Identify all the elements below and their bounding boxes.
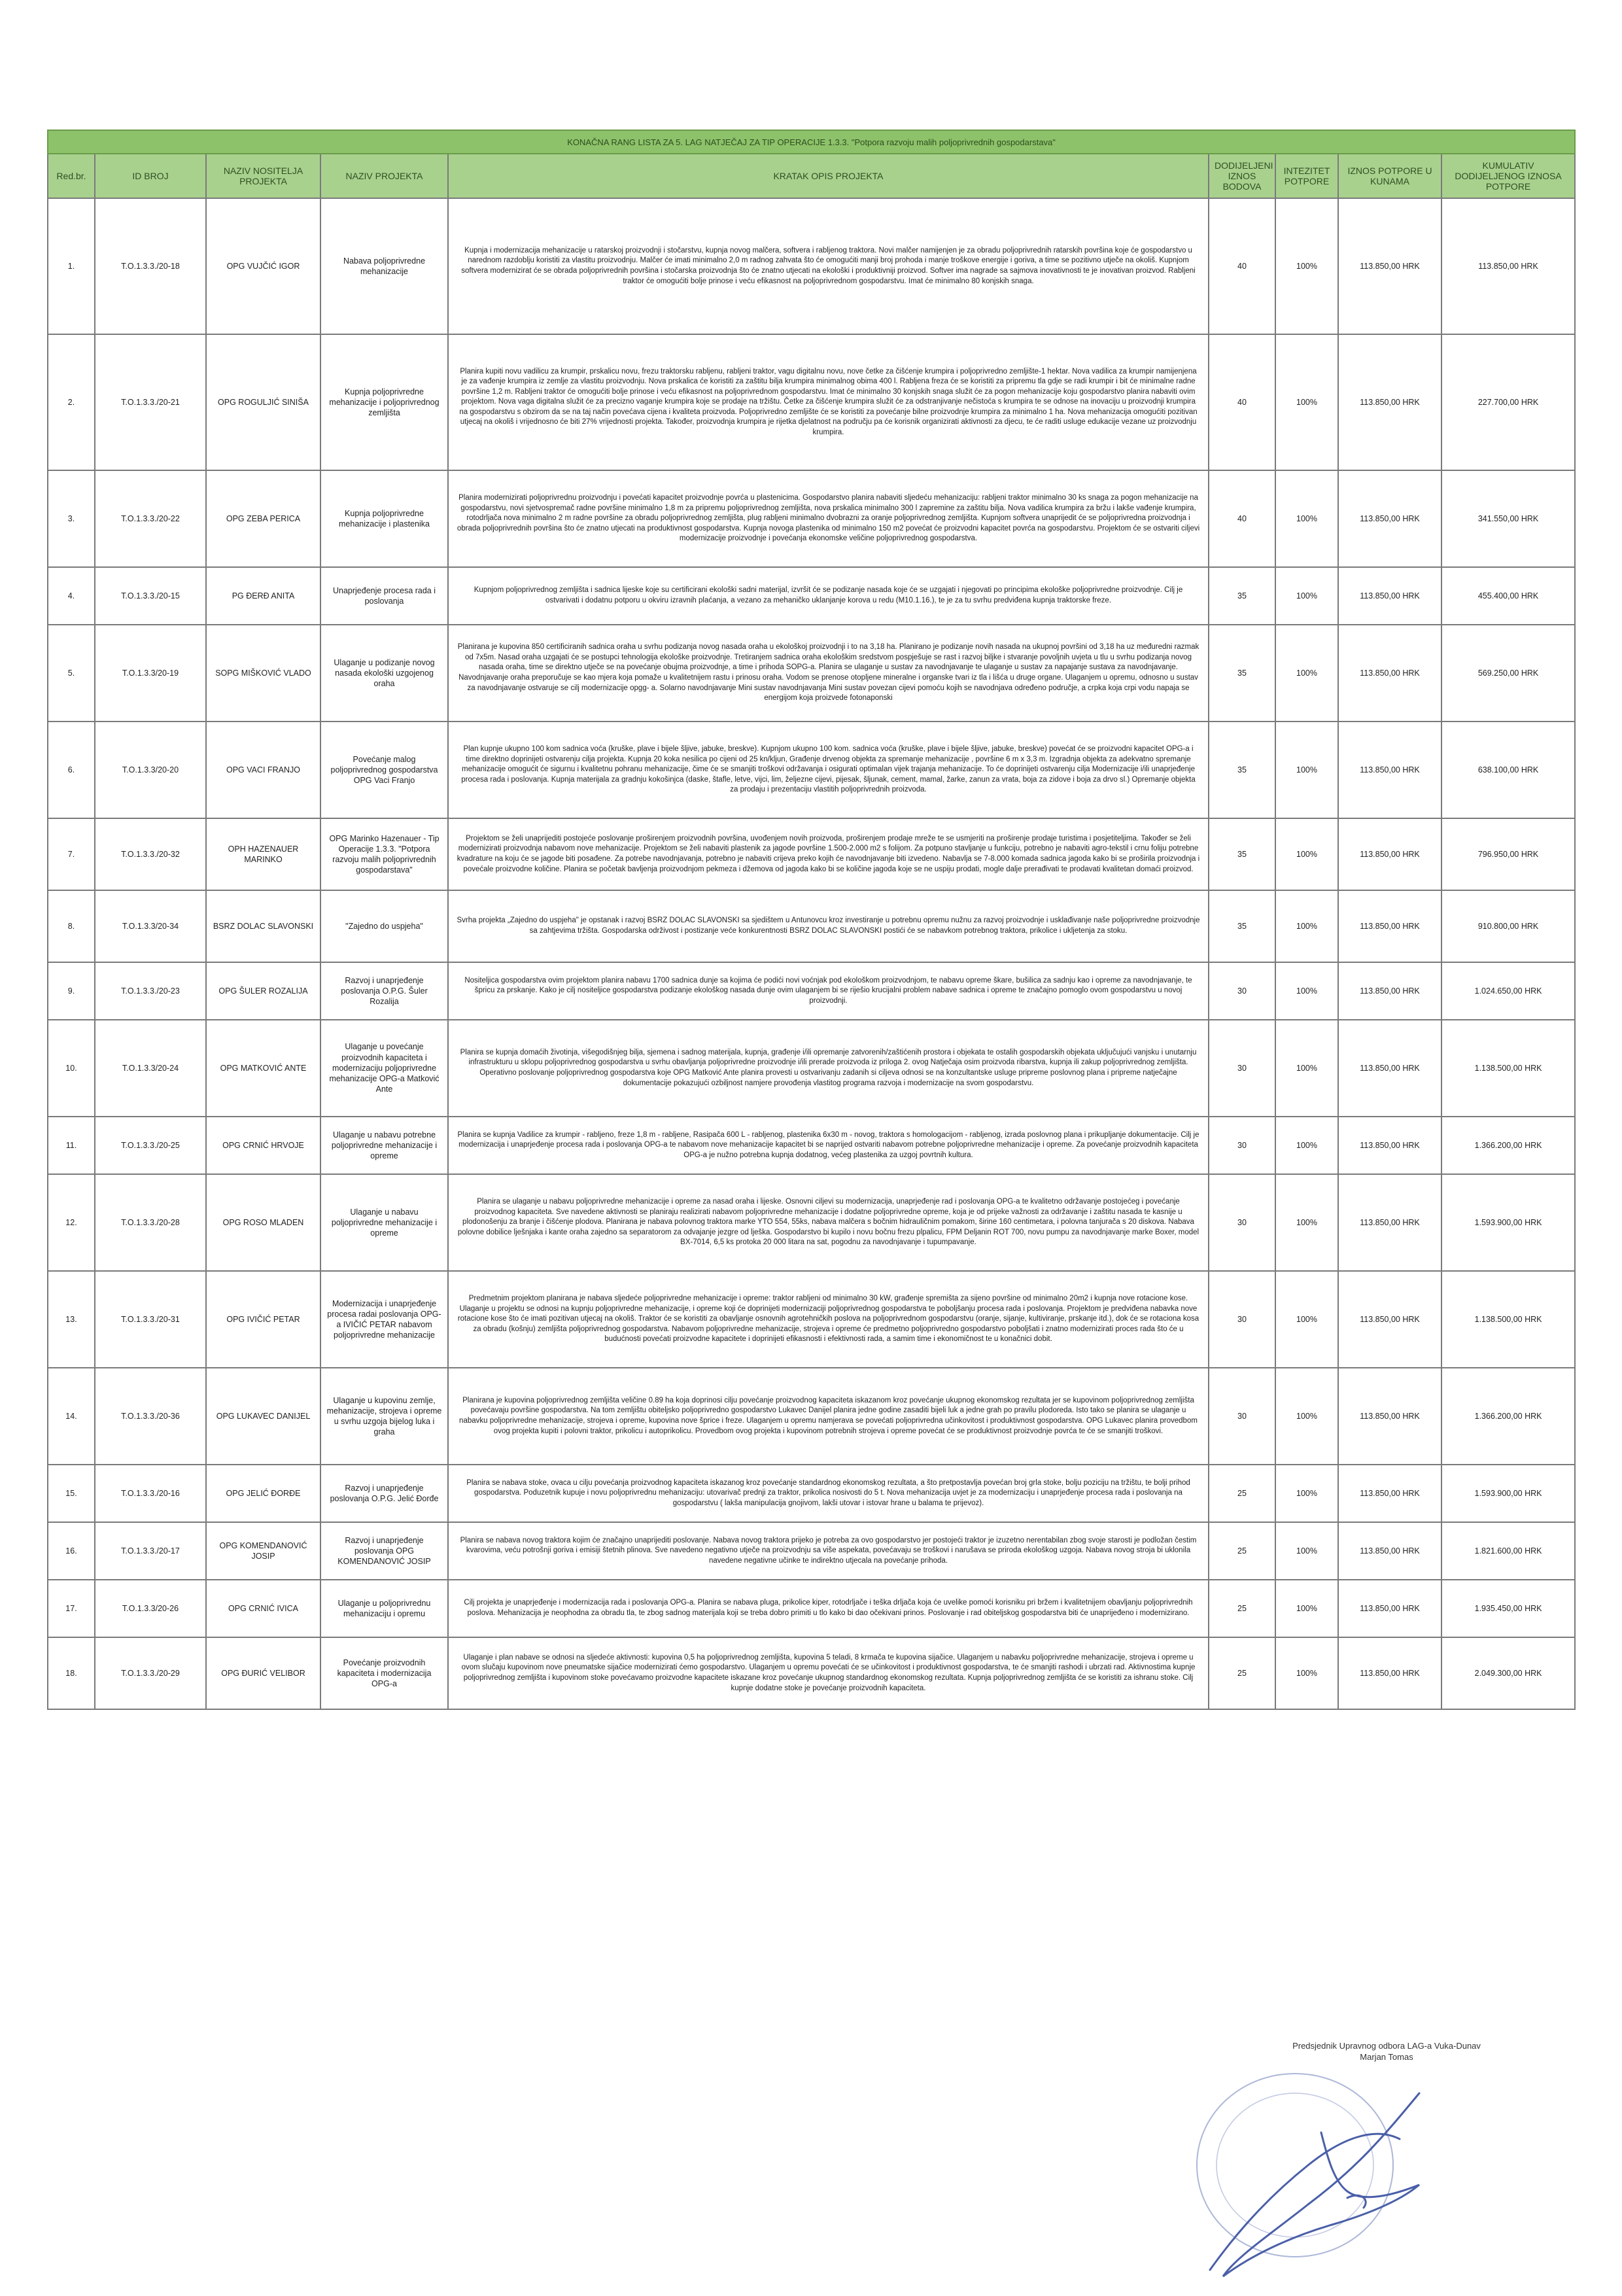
row-intensity: 100%: [1275, 567, 1338, 625]
row-number: 14.: [48, 1368, 95, 1465]
signature-name: Marjan Tomas: [1360, 2051, 1413, 2062]
row-project: Ulaganje u nabavu poljoprivredne mehanizacije i opreme: [320, 1174, 448, 1271]
row-intensity: 100%: [1275, 625, 1338, 722]
column-header: NAZIV NOSITELJA PROJEKTA: [206, 154, 320, 198]
row-holder: OPG MATKOVIĆ ANTE: [206, 1020, 320, 1117]
row-amount: 113.850,00 HRK: [1338, 722, 1441, 818]
column-header: NAZIV PROJEKTA: [320, 154, 448, 198]
row-project: Ulaganje u nabavu potrebne poljoprivredne mehanizacije i opreme: [320, 1117, 448, 1174]
row-project: Povećanje malog poljoprivrednog gospodarstva OPG Vaci Franjo: [320, 722, 448, 818]
row-id: T.O.1.3.3./20-29: [95, 1637, 206, 1709]
row-number: 3.: [48, 470, 95, 567]
row-id: T.O.1.3.3./20-15: [95, 567, 206, 625]
row-description: Kupnja i modernizacija mehanizacije u ratarskoj proizvodnji i stočarstvu, kupnja novog malčera, softvera i rabljenog traktora. Novi malčer namijenjen je za obradu poljoprivrednih ratarskih površina koje će gospodarstvo u narednom razdoblju koristiti za vlastitu proizvodnju. Malčer će imati minimalno 2,0 m radnog zahvata što će omogućiti manji broj prohoda i manje troškove energije i goriva, a time se pozitivno utječe na okoliš. Kupnjom softvera modernizirat će se obrada poljoprivrednih površina i stočarska proizvodnja što će znatno utjecati na ekološki i produktivniji proizvod. Softver ima nagrade sa sajmova inovativnosti te je inovativan proizvod. Rabljeni traktor će omogućiti bolje prinose i veću efikasnost na poljoprivrednom gospodarstvu. Imat će minimalno 80 konjskih snaga.: [448, 198, 1209, 334]
table-row: [48, 1465, 1575, 1522]
row-description: Planira se ulaganje u nabavu poljoprivredne mehanizacije i opreme za nasad oraha i lijeske. Osnovni ciljevi su modernizacija, unaprjeđenje rad i poslovanja OPG-a te kvalitetno održavanje postojećeg i povećanje proizvodnog kapaciteta. Sve navedene aktivnosti se planiraju realizirati nabavom poljoprivredne mehanizacije i dodatne poljoprivredne opreme, koja je od prijeke važnosti za održavanje i zaštitu nasada te kasnije u plodonošenju za branje i čišćenje plodova. Planirana je nabava polovnog traktora marke YTO 554, 55ks, nabava malčera s bočnim hidrauličnim pomakom, širine 160 centimetara, i polovna tanjurača s 20 diskova. Nabava polovne dobilice lješnjaka i kante oraha zajedno sa separatorom za odvajanje jezgre od lješka. Gospodarstvo bi kupilo i novu bočnu frezu plpalicu, FPM Deljanin ROT 700, novu pumpu za navodnjavanje marke Boxer, model BX-7014, 6,5 ks protoka 20 000 litara na sat, pogodnu za navodnjavanje i tupumpavanje.: [448, 1174, 1209, 1271]
row-amount: 113.850,00 HRK: [1338, 625, 1441, 722]
row-intensity: 100%: [1275, 470, 1338, 567]
row-cumulative: 1.366.200,00 HRK: [1441, 1117, 1575, 1174]
row-cumulative: 227.700,00 HRK: [1441, 334, 1575, 470]
row-points: 40: [1209, 334, 1275, 470]
ranking-table: [47, 130, 1576, 1710]
row-amount: 113.850,00 HRK: [1338, 1020, 1441, 1117]
header-row: [48, 154, 1575, 198]
row-id: T.O.1.3.3./20-21: [95, 334, 206, 470]
row-points: 30: [1209, 1271, 1275, 1368]
row-cumulative: 1.138.500,00 HRK: [1441, 1020, 1575, 1117]
row-number: 8.: [48, 890, 95, 962]
row-cumulative: 1.024.650,00 HRK: [1441, 962, 1575, 1020]
row-points: 35: [1209, 890, 1275, 962]
row-points: 35: [1209, 567, 1275, 625]
row-description: Planira se nabava novog traktora kojim će značajno unaprijediti poslovanje. Nabava novog traktora prijeko je potreba za ovo gospodarstvo jer postojeći traktor je izuzetno nerentabilan zbog svoje starosti je podložan čestim kvarovima, veću potrošnji goriva i emisiji štetnih plinova. Sve navedeno negativno utječe na proizvodnju sa više aspekata, povećavaju se troškovi i narušava se priroda ekološkog uzgoja. Nabava novog stroja bi uklonila navedene negativne učinke te indirektno utjecala na povećanje prihoda.: [448, 1522, 1209, 1580]
row-number: 16.: [48, 1522, 95, 1580]
row-intensity: 100%: [1275, 1368, 1338, 1465]
row-amount: 113.850,00 HRK: [1338, 1465, 1441, 1522]
table-row: [48, 818, 1575, 890]
row-cumulative: 1.138.500,00 HRK: [1441, 1271, 1575, 1368]
row-holder: OPG LUKAVEC DANIJEL: [206, 1368, 320, 1465]
row-points: 40: [1209, 470, 1275, 567]
row-description: Planira se kupnja domaćih životinja, višegodišnjeg bilja, sjemena i sadnog materijala, kupnja, građenje i/ili opremanje zatvorenih/zaštićenih prostora i objekata te ostalih gospodarskih objekata uključujući vanjsku i unutarnju infrastrukturu u sklopu poljoprivrednog gospodarstva u svrhu obavljanja poljoprivredne proizvodnje i/ili prerade proizvoda iz priloga 2. ovog Natječaja osim proizvoda ribarstva, kupnja ili zakup poljoprivrednog zemljišta. Operativno poslovanje poljoprivrednog gospodarstva koje OPG Matković Ante planira provesti u ostvarivanju zadanih si ciljeva odnosi se na konzultantske usluge pripreme poslovnog plana i pripreme natječajne dokumentacije pokazujući ozbiljnost namjere provođenja vlastitog programa razvoja i modernizacije na svom gospodarstvu.: [448, 1020, 1209, 1117]
row-amount: 113.850,00 HRK: [1338, 1368, 1441, 1465]
row-intensity: 100%: [1275, 1580, 1338, 1637]
row-amount: 113.850,00 HRK: [1338, 1637, 1441, 1709]
row-intensity: 100%: [1275, 1465, 1338, 1522]
table-row: [48, 334, 1575, 470]
row-intensity: 100%: [1275, 198, 1338, 334]
row-project: Kupnja poljoprivredne mehanizacije i plastenika: [320, 470, 448, 567]
row-description: Planira se kupnja Vadilice za krumpir - rabljeno, freze 1,8 m - rabljene, Rasipača 600 L - rabljenog, plastenika 6x30 m - novog, traktora s homologacijom - rabljenog, izrada poslovnog plana i prikupljanje dokumentacije. Cilj je modernizacija i unaprjeđenje procesa rada i poslovanja OPG-a te nabavom nove mehanizacije kapacitet bi se naprijed ostvariti nabavom potrebne poljoprivredne mehanizacije i opreme. Za povećanje proizvodnih kapaciteta OPG-a je nužno potrebna kupnja dodatnog, većeg plastenika za uzgoj povrtnih kultura.: [448, 1117, 1209, 1174]
row-id: T.O.1.3.3./20-17: [95, 1522, 206, 1580]
row-points: 25: [1209, 1522, 1275, 1580]
row-project: Ulaganje u poljoprivrednu mehanizaciju i opremu: [320, 1580, 448, 1637]
row-cumulative: 113.850,00 HRK: [1441, 198, 1575, 334]
signature-block: [1269, 2041, 1504, 2063]
row-amount: 113.850,00 HRK: [1338, 1174, 1441, 1271]
title-row: [48, 130, 1575, 154]
row-number: 7.: [48, 818, 95, 890]
table-row: [48, 198, 1575, 334]
table-row: [48, 1117, 1575, 1174]
row-number: 13.: [48, 1271, 95, 1368]
row-id: T.O.1.3.3/20-34: [95, 890, 206, 962]
row-intensity: 100%: [1275, 1637, 1338, 1709]
table-row: [48, 1368, 1575, 1465]
row-holder: PG ĐERĐ ANITA: [206, 567, 320, 625]
table-row: [48, 1637, 1575, 1709]
row-project: Razvoj i unaprjeđenje poslovanja O.P.G. Šuler Rozalija: [320, 962, 448, 1020]
column-header: KUMULATIV DODIJELJENOG IZNOSA POTPORE: [1441, 154, 1575, 198]
row-cumulative: 910.800,00 HRK: [1441, 890, 1575, 962]
table-row: [48, 1271, 1575, 1368]
row-holder: OPG ROGULJIĆ SINIŠA: [206, 334, 320, 470]
row-id: T.O.1.3.3./20-32: [95, 818, 206, 890]
column-header: INTEZITET POTPORE: [1275, 154, 1338, 198]
row-number: 12.: [48, 1174, 95, 1271]
row-cumulative: 1.366.200,00 HRK: [1441, 1368, 1575, 1465]
row-points: 30: [1209, 1368, 1275, 1465]
row-project: Povećanje proizvodnih kapaciteta i modernizacija OPG-a: [320, 1637, 448, 1709]
row-project: Ulaganje u podizanje novog nasada ekološki uzgojenog oraha: [320, 625, 448, 722]
row-description: Projektom se želi unaprijediti postojeće poslovanje proširenjem proizvodnih površina, uvođenjem novih proizvoda, proširenjem prodaje mreže te se usmjeriti na proširenje prodaje turistima i posjetiteljima. Također se želi modernizirati proizvodnja nabavom nove mehanizacije. Projektom se želi nabaviti plastenik za jagode površine 1.500-2.000 m2 s folijom. Za potpuno stavljanje u funkciju, potrebno je nabaviti agro-tekstil i crnu foliju potrebne kvadrature na koju će se jagode biti posađene. Za potrebe navodnjavanja, potrebno je nabaviti crijeva preko kojih će navodnjavanje biti izvedeno. Nabavlja se 7-8.000 komada sadnica jagoda kako bi se proširila proizvodnja i povećale proizvodne količine. Planira se početak bavljenja proizvodnjom pekmeza i džemova od jagoda kako bi se količine jagoda koje se ne uspiju prodati, mogle dalje prerađivati te prodavati kvalitetan domaći proizvod.: [448, 818, 1209, 890]
row-number: 5.: [48, 625, 95, 722]
table-row: [48, 962, 1575, 1020]
table-row: [48, 567, 1575, 625]
row-project: Modernizacija i unaprjeđenje procesa radai poslovanja OPG-a IVIČIĆ PETAR nabavom poljoprivredne mehanizacije: [320, 1271, 448, 1368]
row-description: Kupnjom poljoprivrednog zemljišta i sadnica lijeske koje su certificirani ekološki sadni materijal, izvršit će se podizanje nasada koje će se uzgajati i njegovati po principima ekološke poljoprivredne proizvodnje. Cilj je ostvarivati i dodatnu potporu u okviru izravnih plaćanja, a vezano za mehaničko uklanjanje korova u redu (M10.1.16.), te je za tu svrhu predviđena kupnja traktorske freze.: [448, 567, 1209, 625]
row-points: 30: [1209, 962, 1275, 1020]
row-holder: OPG KOMENDANOVIĆ JOSIP: [206, 1522, 320, 1580]
row-holder: OPG IVIČIĆ PETAR: [206, 1271, 320, 1368]
row-points: 30: [1209, 1020, 1275, 1117]
row-intensity: 100%: [1275, 334, 1338, 470]
row-project: Ulaganje u povećanje proizvodnih kapaciteta i modernizaciju poljoprivredne mehanizacije OPG-a Matković Ante: [320, 1020, 448, 1117]
row-project: Razvoj i unaprjeđenje poslovanja OPG KOMENDANOVIĆ JOSIP: [320, 1522, 448, 1580]
row-amount: 113.850,00 HRK: [1338, 470, 1441, 567]
row-description: Planira modernizirati poljoprivrednu proizvodnju i povećati kapacitet proizvodnje povrća u plastenicima. Gospodarstvo planira nabaviti sljedeću mehanizaciju: rabljeni traktor minimalno 30 ks snaga za pogon mehanizacije na gospodarstvu, novi sjetvospremač radne površine minimalno 1,8 m za pripremu poljoprivrednog zemljišta, nova prskalica minimalno 300 l zapremine za zaštitu bilja. Nova vadilica krumpira za bržu i lakše vađenje krumpira, rotodrljača nova minimalno 2 m radne površine za obradu poljoprivrednog zemljišta, plug rabljeni minimalno dvobrazni za oranje poljoprivrednog zemljišta. Kupnjom softvera unaprijedit će se poljoprivredna proizvodnja i obrada poljoprivrednih površina što će znatno utjecati na produktivnost gospodarstva. Kupnja novoga plastenika od minimalno 150 m2 povećat će proizvodni kapacitet povrća na gospodarstvu. Projektom će se ostvariti ciljevi modernizacije proizvodnje i povećanja ekonomske veličine poljoprivrednog gospodarstva.: [448, 470, 1209, 567]
row-holder: OPG CRNIĆ HRVOJE: [206, 1117, 320, 1174]
row-cumulative: 2.049.300,00 HRK: [1441, 1637, 1575, 1709]
row-cumulative: 1.821.600,00 HRK: [1441, 1522, 1575, 1580]
row-number: 4.: [48, 567, 95, 625]
row-points: 40: [1209, 198, 1275, 334]
table-body: [48, 198, 1575, 1709]
row-cumulative: 796.950,00 HRK: [1441, 818, 1575, 890]
table-row: [48, 722, 1575, 818]
row-holder: OPG ĐURIĆ VELIBOR: [206, 1637, 320, 1709]
row-holder: OPG ROSO MLADEN: [206, 1174, 320, 1271]
signature-stamp-icon: [1112, 2061, 1517, 2296]
row-holder: SOPG MIŠKOVIĆ VLADO: [206, 625, 320, 722]
row-description: Ulaganje i plan nabave se odnosi na sljedeće aktivnosti: kupovina 0,5 ha poljoprivrednog zemljišta, kupovina 5 teladi, 8 krmača te kupovina sijačice. Ulaganjem u nabavku poljoprivredne mehanizacije, strojeva i opreme u ovom slučaju kupovinom nove pneumatske sijačice modernizirati ćemo gospodarstvo. Ulaganjem u opremu povećati će se učinkovitost i produktivnost gospodarstva, te će smanjiti rashodi i ubrzati rad. Aktivnostima kupnje poljoprivrednog zemljišta i kupovinom stoke povećavamo proizvodne kapacitete iskazane kroz povećanje ukupnog standardnog ekonomskog rezultata. Kupnja poljoprivrednog zemljišta će se koristiti za ishranu stoke. Cilj kupnje dodatne stoke je povećanje proizvodnih kapaciteta.: [448, 1637, 1209, 1709]
row-points: 25: [1209, 1465, 1275, 1522]
row-points: 25: [1209, 1637, 1275, 1709]
row-id: T.O.1.3.3./20-31: [95, 1271, 206, 1368]
row-id: T.O.1.3.3/20-20: [95, 722, 206, 818]
row-amount: 113.850,00 HRK: [1338, 567, 1441, 625]
row-cumulative: 1.935.450,00 HRK: [1441, 1580, 1575, 1637]
row-number: 15.: [48, 1465, 95, 1522]
row-intensity: 100%: [1275, 722, 1338, 818]
row-intensity: 100%: [1275, 1174, 1338, 1271]
row-id: T.O.1.3.3./20-36: [95, 1368, 206, 1465]
table-row: [48, 470, 1575, 567]
row-id: T.O.1.3.3/20-24: [95, 1020, 206, 1117]
row-cumulative: 455.400,00 HRK: [1441, 567, 1575, 625]
row-amount: 113.850,00 HRK: [1338, 1117, 1441, 1174]
row-amount: 113.850,00 HRK: [1338, 962, 1441, 1020]
row-id: T.O.1.3.3./20-23: [95, 962, 206, 1020]
row-id: T.O.1.3.3./20-18: [95, 198, 206, 334]
row-number: 18.: [48, 1637, 95, 1709]
ranking-sheet: [47, 130, 1574, 1710]
column-header: Red.br.: [48, 154, 95, 198]
row-number: 17.: [48, 1580, 95, 1637]
row-cumulative: 1.593.900,00 HRK: [1441, 1465, 1575, 1522]
row-project: Razvoj i unaprjeđenje poslovanja O.P.G. Jelić Đorđe: [320, 1465, 448, 1522]
row-intensity: 100%: [1275, 1020, 1338, 1117]
row-intensity: 100%: [1275, 962, 1338, 1020]
table-row: [48, 890, 1575, 962]
table-row: [48, 1020, 1575, 1117]
table-row: [48, 1580, 1575, 1637]
row-points: 35: [1209, 818, 1275, 890]
row-points: 35: [1209, 625, 1275, 722]
row-amount: 113.850,00 HRK: [1338, 1580, 1441, 1637]
signature-title: Predsjednik Upravnog odbora LAG-a Vuka-Dunav: [1292, 2041, 1481, 2051]
row-holder: OPG VUJČIĆ IGOR: [206, 198, 320, 334]
row-project: Nabava poljoprivredne mehanizacije: [320, 198, 448, 334]
row-id: T.O.1.3.3./20-22: [95, 470, 206, 567]
row-intensity: 100%: [1275, 1522, 1338, 1580]
row-description: Svrha projekta „Zajedno do uspjeha" je opstanak i razvoj BSRZ DOLAC SLAVONSKI sa sjedištem u Antunovcu kroz investiranje u potrebnu opremu nužnu za razvoj proizvodnje i usklađivanje naše poljoprivredne proizvodnje sa zahtjevima tržišta. Gospodarska održivost i postizanje veće konkurentnosti BSRZ DOLAC SLAVONSKI postići će se nabavkom potrebnog traktora, prikolice i ukljetenja za stoku.: [448, 890, 1209, 962]
table-row: [48, 1174, 1575, 1271]
row-intensity: 100%: [1275, 818, 1338, 890]
row-intensity: 100%: [1275, 890, 1338, 962]
row-id: T.O.1.3.3./20-28: [95, 1174, 206, 1271]
row-description: Planirana je kupovina poljoprivrednog zemljišta veličine 0.89 ha koja doprinosi cilju povećanje proizvodnog kapaciteta iskazanom kroz povećanje ukupnog ekonomskog rezultata jer se kupovinom poljoprivrednog zemljišta povećavaju površine gospodarstva. Na tom zemljištu obiteljsko poljoprivredno gospodarstvo Lukavec Danijel planira jedne godine zasaditi bijeli luk a jedne grah po pravilu plodoreda. Isto tako se planira se ulaganje u nabavku poljoprivredne mehanizacije, strojeva i opreme, kupovina nove šprice i freze. Ulaganjem u opremu namjerava se povećati poljoprivredna učinkovitost i produktivnost gospodarstva. OPG Lukavec planira provedbom ovog projekta kupiti i polovni traktor, prikolicu i autoprikolicu. Provedbom ovog projekta i kupovinom potrebnih strojeva i opreme povećat će se produktivnost proizvodnje povrća te će se smanjiti troškovi.: [448, 1368, 1209, 1465]
row-amount: 113.850,00 HRK: [1338, 1522, 1441, 1580]
row-points: 25: [1209, 1580, 1275, 1637]
row-project: "Zajedno do uspjeha": [320, 890, 448, 962]
table-row: [48, 625, 1575, 722]
row-cumulative: 638.100,00 HRK: [1441, 722, 1575, 818]
row-holder: OPG JELIĆ ĐORĐE: [206, 1465, 320, 1522]
row-intensity: 100%: [1275, 1271, 1338, 1368]
row-description: Planira kupiti novu vadilicu za krumpir, prskalicu novu, frezu traktorsku rabljenu, rabljeni traktor, vagu digitalnu novu, nove četke za čišćenje krumpira i poljoprivredno zemljište-1 hektar. Nova vadilica za krumpir namijenjena je za vađenje krumpira iz zemlje za vlastitu proizvodnju. Nova prskalica će koristiti za zaštitu bilja krumpira minimalnog obima 400 l. Rabljena freza će se koristiti za pripremu tla gdje se radi krumpir i bit će minimalne radne površine 1,2 m. Rabljeni traktor će omogućiti bolje prinose i veću efikasnost na poljoprivrednom gospodarstvu. Imat će minimalno 30 konjskih snaga služit će za pogon mehanizacije koju gospodarstvo planira nabaviti ovim projektom. Nova vaga digitalna služit će za precizno vaganje krumpira koje se prodaje na tržištu. Četke za čišćenje krumpira služit će za odstranjivanje nečistoća s krumpira te se odnose na inovaciju u proizvodnji krumpira na gospodarstvu s obzirom da se na taj način povećava cijena i kvaliteta proizvoda. Poljoprivredno zemljište će se koristiti za povećanje bilne proizvodnje krumpira za minimalno 1 ha. Nova mehanizacija omogućiti pozitivan utjecaj na okoliš i vrijednosno će biti 27% vrijednosti projekta. Također, proizvodnja krumpira je rijetka djelatnost na području pa će korisnik organizirati aktivnosti za djecu, te će raditi usluge edukacije vezane uz proizvodnju krumpira.: [448, 334, 1209, 470]
row-cumulative: 1.593.900,00 HRK: [1441, 1174, 1575, 1271]
row-description: Predmetnim projektom planirana je nabava sljedeće poljoprivredne mehanizacije i opreme: traktor rabljeni od minimalno 30 kW, građenje spremišta za sijeno površine od minimalno 20m2 i kupnja nove rotacione kose. Ulaganje u projektu se odnosi na kupnju poljoprivredne mehanizacije, i opreme koji će doprinijeti modernizaciji poljoprivrednog gospodarstva te poboljšanju procesa rada i poslovanja. Projektom je predviđena nabavka nove rotacione kose što će imati pozitivan utjecaj na okoliš. Traktor će se koristiti za obavljanje osnovnih agrotehničkih poslova na poljoprivrednom gospodarstvu (oranje, sijanje, kultiviranje, prskanje itd.), dok će se rotaciona kosa za obradu (košnju) zemljišta poljoprivrednog gospodarstva. Nabavom poljoprivredne mehanizacije, strojeva i opreme će predmetno poljoprivredno gospodarstvo poboljšati i znatno modernizirati proces rada što će u budućnosti povećati proizvodne kapacitete i doprinijeti efikasnosti i efektivnosti rada, a samim time i ekonomičnost te u konačnici dobit.: [448, 1271, 1209, 1368]
row-holder: OPG VACI FRANJO: [206, 722, 320, 818]
row-intensity: 100%: [1275, 1117, 1338, 1174]
row-project: Ulaganje u kupovinu zemlje, mehanizacije, strojeva i opreme u svrhu uzgoja bijelog luka i graha: [320, 1368, 448, 1465]
row-description: Plan kupnje ukupno 100 kom sadnica voća (kruške, plave i bijele šljive, jabuke, breskve). Kupnjom ukupno 100 kom. sadnica voća (kruške, plave i bijele šljive, jabuke, breskve) povećat će se proizvodni kapacitet OPG-a i time direktno doprinijeti ostvarenju cilja projekta. Kupnja 20 koka nesilica po cijeni od 25 kn/kljun, Građenje drvenog objekta za spremanje mehanizacije , površine 6 m x 3,3 m. Izgradnja objekta za adekvatno spremanje mehanizacije omogućit će sigurnu i kvalitetnu pohranu mehanizacije, čime će se smanjiti troškovi održavanja i osigurati optimalan vijek trajanja mehanizacije. To će doprinijeti ostvarenju cilja Modernizacije i/ili unaprjeđenje procesa rada i poslovanja. Kupnja materijala za gradnju kokošinjca (daske, štafle, letve, vijci, lim, željezne cijevi, pijesak, šljunak, cement, mamal, žarke, zanun za vrata, boja za zidove i boja za drvo sl.) Opremanje objekta za prodaju i prezentaciju vlastitih poljoprivrednih proizvoda.: [448, 722, 1209, 818]
column-header: KRATAK OPIS PROJEKTA: [448, 154, 1209, 198]
row-description: Planira se nabava stoke, ovaca u cilju povećanja proizvodnog kapaciteta iskazanog kroz povećanje standardnog ekonomskog rezultata, a što pretpostavlja povećan broj grla stoke, bolju poziciju na tržištu, te bolji prihod gospodarstva. Poduzetnik kupuje i novu poljoprivrednu mehanizaciju: utovarivač prednji za traktor, prikolica nosivosti do 5 t. Nova mehanizacija uvjet je za modernizaciju i unaprjeđenje procesa rada i poslovanja na gospodarstvu ( lakša manipulacija gnojivom, lakši utovar i istovar hrane u balama te prijevoz).: [448, 1465, 1209, 1522]
table-title: KONAČNA RANG LISTA ZA 5. LAG NATJEČAJ ZA TIP OPERACIJE 1.3.3. "Potpora razvoju malih poljoprivrednih gospodarstava": [48, 130, 1575, 154]
row-number: 1.: [48, 198, 95, 334]
row-cumulative: 569.250,00 HRK: [1441, 625, 1575, 722]
row-id: T.O.1.3.3./20-25: [95, 1117, 206, 1174]
row-holder: OPG ŠULER ROZALIJA: [206, 962, 320, 1020]
row-holder: BSRZ DOLAC SLAVONSKI: [206, 890, 320, 962]
row-number: 10.: [48, 1020, 95, 1117]
row-project: Unaprjeđenje procesa rada i poslovanja: [320, 567, 448, 625]
row-project: Kupnja poljoprivredne mehanizacije i poljoprivrednog zemljišta: [320, 334, 448, 470]
row-amount: 113.850,00 HRK: [1338, 890, 1441, 962]
row-id: T.O.1.3.3/20-26: [95, 1580, 206, 1637]
row-amount: 113.850,00 HRK: [1338, 818, 1441, 890]
table-row: [48, 1522, 1575, 1580]
column-header: ID BROJ: [95, 154, 206, 198]
row-number: 11.: [48, 1117, 95, 1174]
row-holder: OPH HAZENAUER MARINKO: [206, 818, 320, 890]
row-holder: OPG CRNIĆ IVICA: [206, 1580, 320, 1637]
row-id: T.O.1.3.3./20-16: [95, 1465, 206, 1522]
row-points: 35: [1209, 722, 1275, 818]
row-project: OPG Marinko Hazenauer - Tip Operacije 1.3.3. "Potpora razvoju malih poljoprivrednih gospodarstava": [320, 818, 448, 890]
row-description: Cilj projekta je unaprjeđenje i modernizacija rada i poslovanja OPG-a. Planira se nabava pluga, prikolice kiper, rotodrljače i teška drljača koja će uvelike pomoći korisniku pri bržem i kvalitetnijem obavljanju poljoprivrednih poslova. Mehanizacija je neophodna za obradu tla, te zbog sadnog materijala koji se treba dobro primiti u tlo kako bi dao očekivani prinos. Poslovanje i rad obiteljskog gospodarstva biti će unaprijeđeno i modernizirano.: [448, 1580, 1209, 1637]
column-header: DODIJELJENI IZNOS BODOVA: [1209, 154, 1275, 198]
column-header: IZNOS POTPORE U KUNAMA: [1338, 154, 1441, 198]
row-number: 6.: [48, 722, 95, 818]
row-cumulative: 341.550,00 HRK: [1441, 470, 1575, 567]
row-points: 30: [1209, 1117, 1275, 1174]
row-description: Nositeljica gospodarstva ovim projektom planira nabavu 1700 sadnica dunje sa kojima će podići novi voćnjak pod ekološkom proizvodnjom, te nabavu opreme škare, bušilica za sadnju kao i opreme za navodnjavanje, te špricu za prskanje. Kako je cilj nositeljice gospodarstva podizanje ekološkog nasada dunje ovim ulaganjem bi se riješio krucijalni problem nabave sadnica i opreme te značajno pomoglo ovom gospodarstvu u novoj proizvodnji.: [448, 962, 1209, 1020]
row-holder: OPG ZEBA PERICA: [206, 470, 320, 567]
row-points: 30: [1209, 1174, 1275, 1271]
row-id: T.O.1.3.3/20-19: [95, 625, 206, 722]
row-description: Planirana je kupovina 850 certificiranih sadnica oraha u svrhu podizanja novog nasada oraha u ekološkoj proizvodnji i to na 3,18 ha. Planirano je podizanje novih nasada na ukupnoj površini od 3,18 ha uz međuredni razmak od 7x5m. Nasad oraha uzgajati će se postupci tehnologija ekološke proizvodnje. Tretiranjem sadnica oraha ekološkim sredstvom pospješuje se rast i razvoj biljke i stvaranje povoljnih uvjeta u tlu u svrhu podizanja novog nasada oraha, time se direktno utječe se na povećanje obujma proizvodnje, a time i prihoda SOPG-a. Planira se ulaganje u sustav za navodnjavanje te ulaganje u sustav za napajanje sustava za navodnjavanje. Navodnjavanje oraha preporučuje se kao mjera koja pomaže u kvalitetnijem rastu i prinosu oraha. Vodom se prenose otopljene mineralne i organske tvari iz tla i lišća u druge organe. Ulaganjem u opremu, odnosno u sustav za navodnjavanje ostvaruje se cilj modernizacije opgg- a. Solarno navodnjavanje Mini sustav navodnjavanja Mini sustav povezan cijevi pomoću kojih se navodnjava određeno područje, a crpka koja crpi vodu napaja se energijom koja proizvede fotonaponski: [448, 625, 1209, 722]
row-number: 9.: [48, 962, 95, 1020]
row-amount: 113.850,00 HRK: [1338, 1271, 1441, 1368]
row-amount: 113.850,00 HRK: [1338, 334, 1441, 470]
row-number: 2.: [48, 334, 95, 470]
row-amount: 113.850,00 HRK: [1338, 198, 1441, 334]
